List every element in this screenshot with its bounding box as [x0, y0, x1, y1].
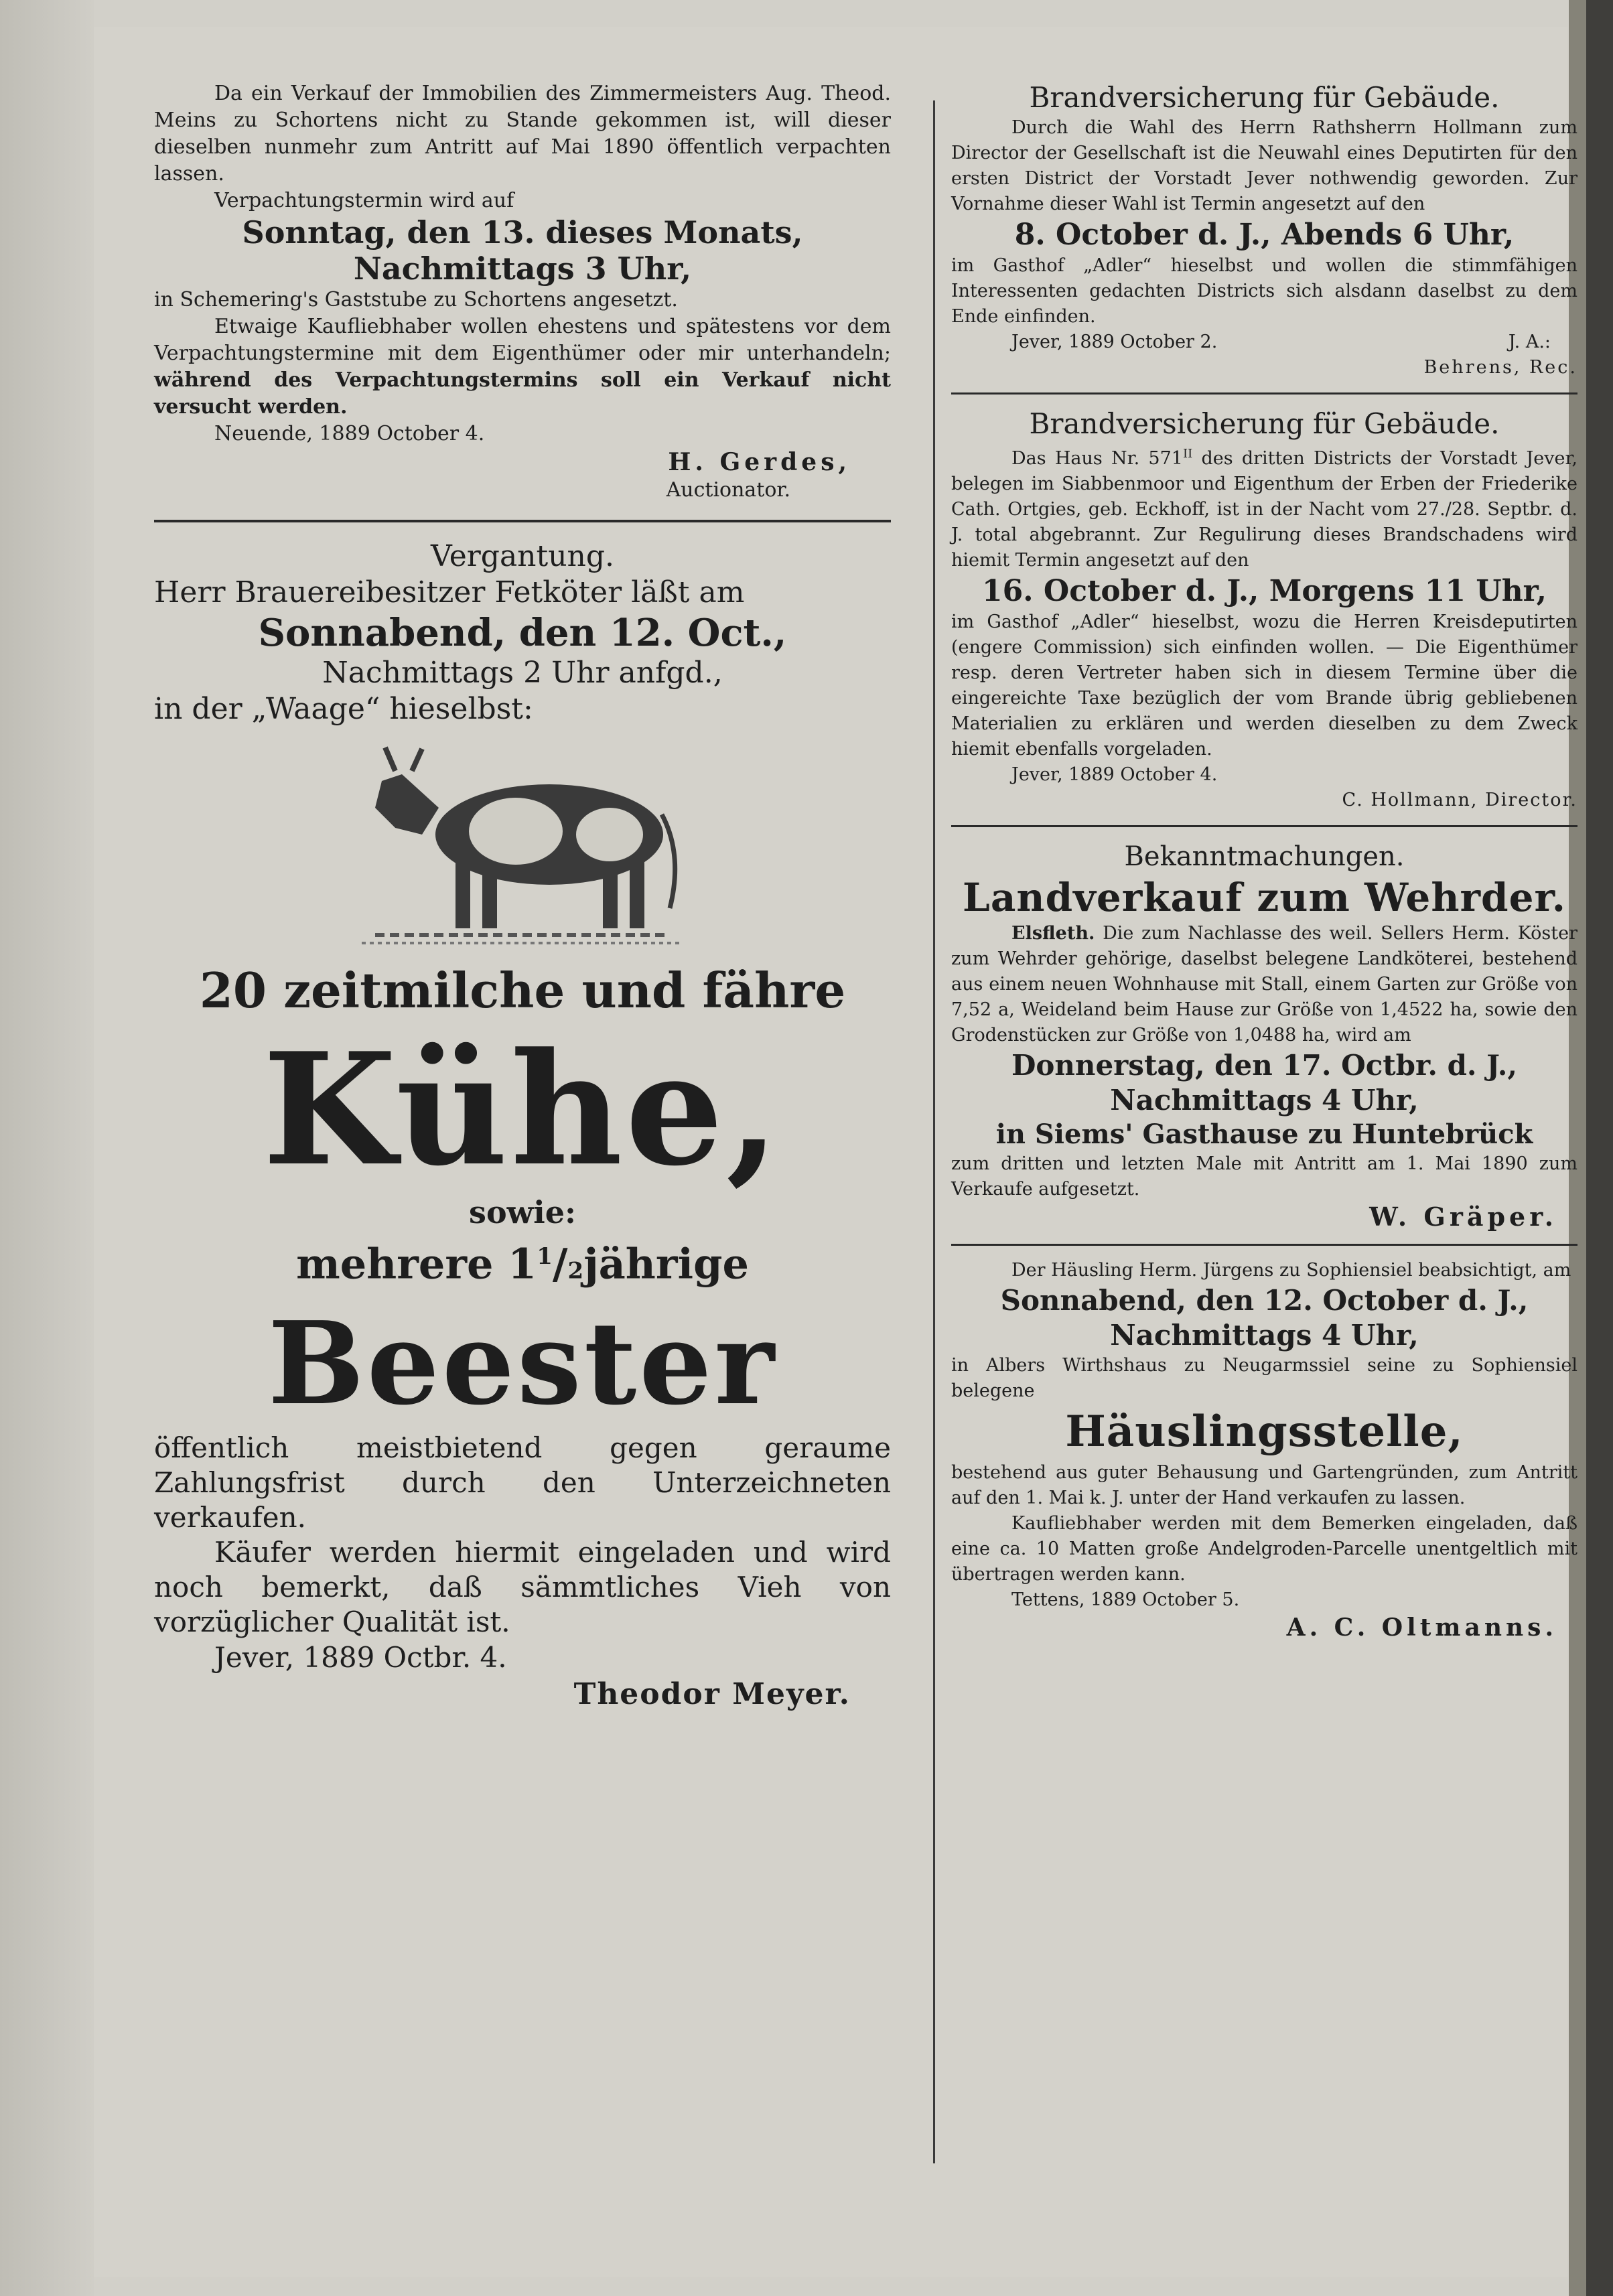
ad-title: Häuslingsstelle,	[1065, 1407, 1464, 1457]
ad-cattle-count: 20 zeitmilche und fähre	[199, 962, 846, 1019]
right-column	[951, 80, 1577, 1642]
ad-text: Da ein Verkauf der Immobilien des Zimmermeisters Aug. Theod. Meins zu Schortens nicht zu Stande gekommen ist, will dieser dieselben nunmehr zum Antritt auf Mai 1890 öffentlich verpachten lassen.	[154, 82, 891, 186]
cow-illustration-icon	[348, 734, 697, 955]
ad-text	[154, 313, 891, 421]
ad-signature: W. Gräper.	[1369, 1202, 1557, 1232]
section-heading: Bekanntmachungen.	[1124, 841, 1405, 872]
ad-dateline: Tettens, 1889 October 5.	[1011, 1589, 1240, 1610]
ad-text-post: des dritten Districts der Vorstadt Jever, belegen im Siabbenmoor und Eigenthum der Erben der Friederike Cath. Ortgies, geb. Eckhoff, ist in der Nacht vom 27./28. Septbr. d. J. total abgebrannt. Zur Regulirung dieses Brandschadens wird hiemit Termin angesetzt auf den	[951, 448, 1577, 571]
ad-vergantung	[154, 539, 891, 1713]
ad-separator	[951, 825, 1577, 827]
ad-ia: J. A.:	[1508, 332, 1551, 352]
ad-separator	[154, 520, 891, 522]
ad-time: Nachmittags 4 Uhr,	[1110, 1319, 1419, 1352]
ad-text: Durch die Wahl des Herrn Rathsherrn Hollmann zum Director der Gesellschaft ist die Neuwahl eines Deputirten für den ersten District der Vorstadt Jever nothwendig geworden. Zur Vornahme dieser Wahl ist Termin angesetzt auf den	[951, 117, 1577, 214]
ad-date: 16. October d. J., Morgens 11 Uhr,	[982, 574, 1547, 608]
ad-title: Landverkauf zum Wehrder.	[963, 875, 1566, 920]
page-stack-edge	[0, 0, 94, 2296]
ad-place: in Schemering's Gaststube zu Schortens angesetzt.	[154, 288, 678, 311]
ad-heading: Brandversicherung für Gebäude.	[1029, 81, 1500, 114]
ad-verpachtung-meins	[154, 80, 891, 504]
ad-text: zum dritten und letzten Male mit Antritt am 1. Mai 1890 zum Verkaufe aufgesetzt.	[951, 1153, 1577, 1200]
ad-text	[951, 921, 1577, 1048]
ad-signature: H. Gerdes,	[668, 448, 851, 476]
ad-heading: Vergantung.	[430, 539, 615, 573]
ad-time: Nachmittags 2 Uhr anfgd.,	[322, 656, 723, 690]
ad-heading: Brandversicherung für Gebäude.	[1029, 407, 1500, 440]
ad-text: bestehend aus guter Behausung und Gartengründen, zum Antritt auf den 1. Mai k. J. unter der Hand verkaufen zu lassen.	[951, 1462, 1577, 1508]
ad-fraction-den: 2	[567, 1257, 584, 1285]
ad-lead: Elsfleth.	[1011, 923, 1095, 944]
ad-text-bold: während des Verpachtungstermins soll ein Verkauf nicht versucht werden.	[154, 368, 891, 419]
ad-text: Der Häusling Herm. Jürgens zu Sophiensiel beabsichtigt, am	[1011, 1260, 1571, 1281]
ad-signature: C. Hollmann, Director.	[1342, 790, 1577, 810]
ad-time: Nachmittags 4 Uhr,	[1110, 1084, 1419, 1117]
ad-date: Sonnabend, den 12. October d. J.,	[1000, 1284, 1529, 1317]
ad-headline-kuehe: Kühe,	[263, 1019, 782, 1200]
ad-place: in Siems' Gasthause zu Huntebrück	[995, 1119, 1533, 1150]
ad-landverkauf	[951, 839, 1577, 1232]
column-rule	[933, 100, 935, 2163]
ad-place: in der „Waage“ hieselbst:	[154, 692, 533, 726]
ad-text-pre: Das Haus Nr. 571	[1011, 448, 1183, 469]
ad-text: Käufer werden hiermit eingeladen und wird noch bemerkt, daß sämmtliches Vieh von vorzüglicher Qualität ist.	[154, 1535, 891, 1638]
ad-text-normal: Etwaige Kaufliebhaber wollen ehestens und spätestens vor dem Verpachtungstermine mit dem Eigenthümer oder mir unterhandeln;	[154, 315, 891, 365]
ad-brandversicherung-2	[951, 407, 1577, 813]
ad-fraction-num: 1	[537, 1243, 553, 1270]
ad-dateline: Jever, 1889 Octbr. 4.	[214, 1640, 507, 1674]
ad-sowie: sowie:	[469, 1194, 576, 1230]
ad-text: in Albers Wirthshaus zu Neugarmssiel seine zu Sophiensiel belegene	[951, 1355, 1577, 1401]
ad-headline-beester: Beester	[268, 1296, 777, 1431]
ad-signature: A. C. Oltmanns.	[1286, 1613, 1557, 1642]
ad-mehrere: mehrere	[296, 1239, 494, 1289]
ad-text	[951, 441, 1577, 573]
ad-signature: Behrens, Rec.	[1423, 357, 1577, 378]
ad-jaehrige: jährige	[583, 1239, 749, 1289]
binding-edge	[1586, 0, 1613, 2296]
ad-date: 8. October d. J., Abends 6 Uhr,	[1014, 218, 1515, 252]
ad-text: Kaufliebhaber werden mit dem Bemerken eingeladen, daß eine ca. 10 Matten große Andelgroden-Parcelle unentgeltlich mit übertragen werden kann.	[951, 1513, 1577, 1585]
ad-mehrere-line: mehrere $1^1/2jährige$	[296, 1239, 749, 1289]
ad-fraction-whole: 1	[508, 1239, 537, 1289]
left-column	[154, 80, 891, 1713]
ad-text-body: Die zum Nachlasse des weil. Sellers Herm. Köster zum Wehrder gehörige, daselbst belegene Landköterei, bestehend aus einem neuen Wohnhause mit Stall, einem Garten zur Größe von 7,52 a, Weideland beim Hause zur Größe von 1,4522 ha, sowie den Grodenstücken zur Größe von 1,0488 ha, wird am	[951, 923, 1577, 1046]
ad-dateline: Jever, 1889 October 4.	[1011, 764, 1218, 785]
ad-date: Sonntag, den 13. dieses Monats,	[242, 214, 803, 250]
ad-signature-role: Auctionator.	[666, 478, 790, 502]
ad-text: Verpachtungstermin wird auf	[214, 189, 514, 212]
ad-dateline-text: Jever, 1889 October 2.	[1011, 332, 1218, 352]
ad-time: Nachmittags 3 Uhr,	[353, 250, 692, 287]
ad-dateline	[951, 330, 1577, 355]
ad-date: Sonnabend, den 12. Oct.,	[258, 611, 787, 655]
ad-brandversicherung-1	[951, 80, 1577, 380]
ad-text: Herr Brauereibesitzer Fetköter läßt am	[154, 575, 745, 609]
ad-separator	[951, 392, 1577, 394]
ad-dateline: Neuende, 1889 October 4.	[214, 422, 485, 445]
ad-text: im Gasthof „Adler“ hieselbst und wollen die stimmfähigen Interessenten gedachten Districts sich alsdann daselbst zu dem Ende einfinden.	[951, 255, 1577, 327]
ad-text: öffentlich meistbietend gegen geraume Zahlungsfrist durch den Unterzeichneten verkaufen.	[154, 1431, 891, 1534]
ad-separator	[951, 1244, 1577, 1246]
ad-text-sup: II	[1182, 447, 1193, 461]
ad-haeuslingsstelle	[951, 1258, 1577, 1642]
ad-signature: Theodor Meyer.	[573, 1676, 851, 1711]
ad-text: im Gasthof „Adler“ hieselbst, wozu die Herren Kreisdeputirten (engere Commission) sich einfinden wollen. — Die Eigenthümer resp. deren Vertreter haben sich in diesem Termine über die eingereichte Taxe bezüglich der vom Brande übrig gebliebenen Materialien zu erklären und werden dieselben zu dem Zweck hiemit ebenfalls vorgeladen.	[951, 612, 1577, 760]
ad-date: Donnerstag, den 17. Octbr. d. J.,	[1011, 1049, 1518, 1082]
